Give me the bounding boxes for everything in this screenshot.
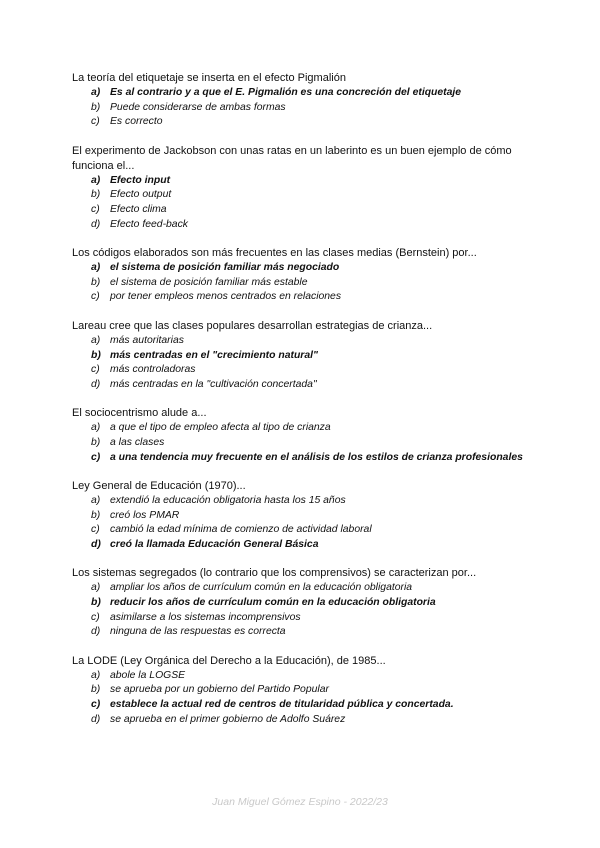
option-a-correct <box>91 86 532 101</box>
option-d <box>91 625 532 640</box>
option-c-correct <box>91 698 532 713</box>
option-text: más centradas en el "crecimiento natural" <box>110 349 318 361</box>
option-text: por tener empleos menos centrados en relaciones <box>110 291 342 303</box>
option-letter: a) <box>91 669 101 681</box>
question-text: El sociocentrismo alude a... <box>72 407 207 420</box>
question-7 <box>72 566 532 639</box>
option-letter: c) <box>91 291 100 303</box>
option-text: asimilarse a los sistemas incomprensivos <box>110 611 301 623</box>
option-letter: b) <box>91 509 101 521</box>
option-list <box>72 494 532 552</box>
option-letter: b) <box>91 101 101 113</box>
option-text: extendió la educación obligatoria hasta los 15 años <box>110 495 346 507</box>
option-text: creó la llamada Educación General Básica <box>110 538 319 550</box>
option-list <box>72 261 532 305</box>
option-letter: a) <box>91 262 101 274</box>
question-8 <box>72 654 532 727</box>
quiz-document <box>72 71 532 741</box>
option-text: Es al contrario y a que el E. Pigmalión es una concreción del etiquetaje <box>110 87 462 98</box>
option-text: a las clases <box>110 436 165 448</box>
option-text: más autoritarias <box>110 334 184 346</box>
option-c <box>91 611 532 626</box>
option-b <box>91 509 532 524</box>
option-list <box>72 86 532 130</box>
option-letter: b) <box>91 189 101 201</box>
option-letter: c) <box>91 611 100 623</box>
option-letter: c) <box>91 203 100 215</box>
question-4 <box>72 319 532 392</box>
option-text: Puede considerarse de ambas formas <box>110 101 286 113</box>
option-c <box>91 203 532 218</box>
option-a <box>91 494 532 509</box>
question-text: Los sistemas segregados (lo contrario que los comprensivos) se caracterizan por... <box>72 567 477 580</box>
option-c <box>91 290 532 305</box>
option-letter: b) <box>91 349 101 361</box>
question-5 <box>72 406 532 465</box>
question-text: El experimento de Jackobson con unas ratas en un laberinto es un buen ejemplo de cómo funciona el... <box>72 144 512 172</box>
option-list <box>72 174 532 232</box>
option-text: a que el tipo de empleo afecta al tipo de crianza <box>110 422 331 434</box>
option-text: Efecto input <box>110 174 171 186</box>
option-text: se aprueba por un gobierno del Partido Popular <box>110 684 329 696</box>
question-2 <box>72 144 532 232</box>
option-text: a una tendencia muy frecuente en el análisis de los estilos de crianza profesionales <box>110 451 523 463</box>
option-letter: d) <box>91 626 101 638</box>
option-d <box>91 218 532 233</box>
question-3 <box>72 246 532 305</box>
option-text: reducir los años de currículum común en la educación obligatoria <box>110 597 436 609</box>
option-text: más controladoras <box>110 364 196 376</box>
option-a <box>91 421 532 436</box>
option-b-correct <box>91 349 532 364</box>
option-letter: d) <box>91 218 101 230</box>
option-text: Efecto feed-back <box>110 218 188 230</box>
question-text: La teoría del etiquetaje se inserta en el efecto Pigmalión <box>72 72 346 84</box>
option-d <box>91 713 532 728</box>
option-a <box>91 669 532 684</box>
option-letter: c) <box>91 364 100 376</box>
option-list <box>72 334 532 392</box>
option-c <box>91 523 532 538</box>
option-text: Efecto clima <box>110 203 167 215</box>
option-letter: d) <box>91 538 101 550</box>
option-text: ampliar los años de currículum común en la educación obligatoria <box>110 582 413 594</box>
page-footer: Juan Miguel Gómez Espino - 2022/23 <box>212 796 388 808</box>
option-letter: b) <box>91 436 101 448</box>
option-text: ninguna de las respuestas es correcta <box>110 626 286 638</box>
option-letter: d) <box>91 378 101 390</box>
option-letter: a) <box>91 582 101 594</box>
option-b <box>91 683 532 698</box>
option-d-correct <box>91 538 532 553</box>
option-letter: c) <box>91 524 100 536</box>
option-letter: a) <box>91 87 101 98</box>
option-list <box>72 581 532 639</box>
option-b <box>91 188 532 203</box>
option-a <box>91 334 532 349</box>
question-text: Ley General de Educación (1970)... <box>72 480 246 493</box>
option-letter: c) <box>91 699 101 711</box>
option-text: más centradas en la "cultivación concertada" <box>110 378 317 390</box>
question-text: Los códigos elaborados son más frecuentes en las clases medias (Bernstein) por... <box>72 247 477 260</box>
option-a-correct <box>91 261 532 276</box>
option-c-correct <box>91 451 532 466</box>
option-text: abole la LOGSE <box>110 669 186 681</box>
option-c <box>91 363 532 378</box>
option-d <box>91 378 532 393</box>
question-6 <box>72 479 532 552</box>
option-letter: a) <box>91 174 101 186</box>
option-b-correct <box>91 596 532 611</box>
question-1 <box>72 71 532 130</box>
option-letter: a) <box>91 422 101 434</box>
option-text: se aprueba en el primer gobierno de Adolfo Suárez <box>110 713 346 725</box>
option-b <box>91 436 532 451</box>
option-text: establece la actual red de centros de titularidad pública y concertada. <box>110 699 454 711</box>
option-list <box>72 669 532 727</box>
option-letter: a) <box>91 495 101 507</box>
option-b <box>91 276 532 291</box>
option-letter: c) <box>91 116 100 128</box>
option-letter: d) <box>91 713 101 725</box>
option-text: creó los PMAR <box>110 509 180 521</box>
option-letter: b) <box>91 684 101 696</box>
option-a <box>91 581 532 596</box>
question-text: La LODE (Ley Orgánica del Derecho a la Educación), de 1985... <box>72 654 386 667</box>
question-text: Lareau cree que las clases populares desarrollan estrategias de crianza... <box>72 319 433 332</box>
option-letter: c) <box>91 451 101 463</box>
option-a-correct <box>91 174 532 189</box>
option-c <box>91 115 532 130</box>
option-text: cambió la edad mínima de comienzo de actividad laboral <box>110 524 372 536</box>
option-text: Es correcto <box>110 116 163 128</box>
option-text: el sistema de posición familiar más estable <box>110 276 308 288</box>
option-list <box>72 421 532 465</box>
option-letter: a) <box>91 334 101 346</box>
option-b <box>91 101 532 116</box>
option-letter: b) <box>91 276 101 288</box>
option-text: Efecto output <box>110 189 172 201</box>
option-letter: b) <box>91 597 101 609</box>
option-text: el sistema de posición familiar más negociado <box>110 262 340 274</box>
